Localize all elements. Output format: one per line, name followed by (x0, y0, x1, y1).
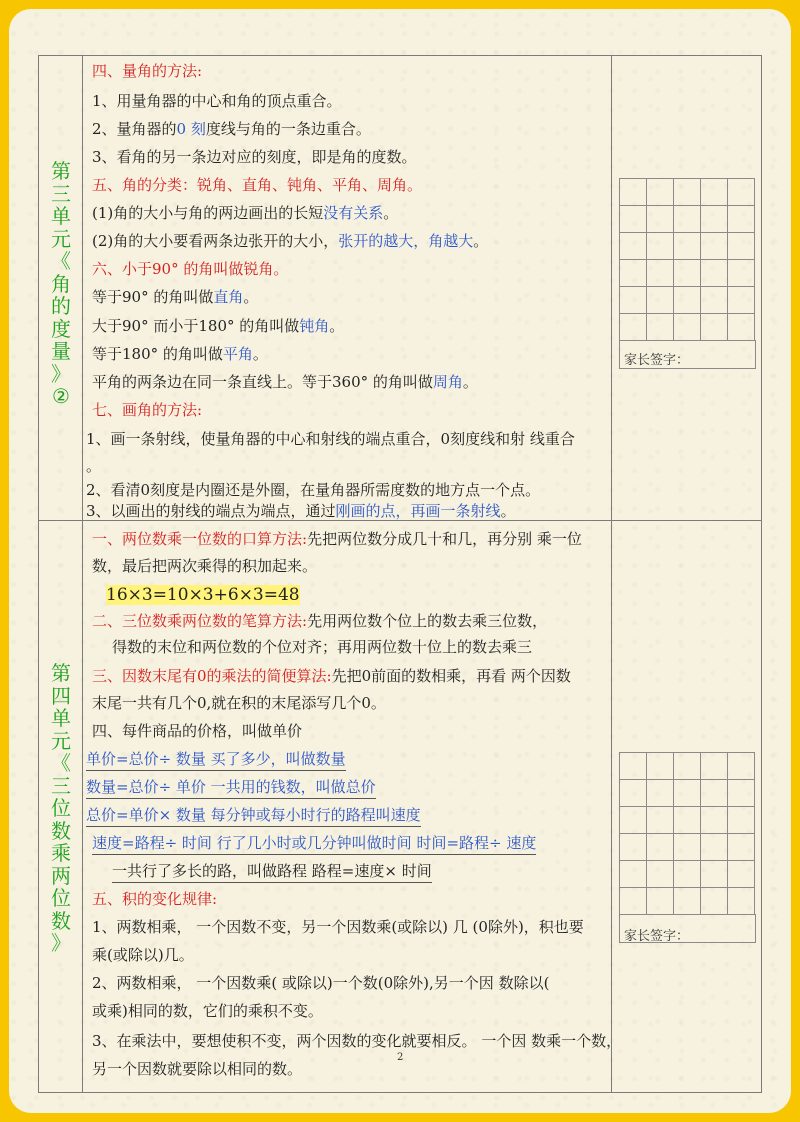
unit3-text: 。 (243, 288, 259, 306)
unit3-text: 1、画一条射线，使量角器的中心和射线的端点重合，0刻度线和射 线重合 (86, 430, 575, 448)
unit4-text: 一共行了多长的路，叫做路程 (112, 862, 307, 883)
unit3-text: (1)角的大小与角的两边画出的长短 (92, 204, 324, 222)
page-number: 2 (397, 1052, 404, 1063)
grid-line (619, 232, 754, 233)
unit4-text: 1、两数相乘， 一个因数不变，另一个因数乘(或除以) 几 (0除外)，积也要 (92, 918, 584, 936)
unit3-text: 。 (383, 204, 399, 222)
unit4-line (92, 944, 194, 965)
unit-title-char: 第 (51, 159, 71, 183)
unit3-line (86, 455, 101, 476)
grid-line (754, 752, 755, 914)
unit-title-char: 元 (51, 728, 71, 753)
unit3-text: (2)角的大小要看两条边张开的大小， (92, 232, 339, 250)
unit4-line (86, 804, 421, 825)
unit4-text: 时间=路程÷ 速度 (412, 834, 537, 855)
unit3-line (92, 118, 371, 139)
unit3-text: 。 (86, 457, 102, 475)
grid-line (619, 887, 754, 888)
unit3-text: 3、以画出的射线的端点为端点，通过 (86, 502, 336, 520)
unit-title-char: 元 (51, 226, 71, 251)
unit3-text: 0 刻 (176, 120, 206, 138)
unit4-line (92, 720, 302, 741)
unit3-text: 平角的两条边在同一条直线上。等于360° 的角叫做 (92, 373, 433, 391)
unit-title-char: 位 (51, 886, 71, 910)
unit3-text: 等于180° 的角叫做 (92, 345, 223, 363)
unit3-text: 平角 (222, 345, 253, 363)
unit4-text: 二、三位数乘两位数的笔算方法: (92, 612, 308, 630)
unit4-text: 一、两位数乘一位数的口算方法: (92, 530, 308, 548)
unit3-text: 七、画角的方法: (92, 401, 203, 419)
unit4-text: 四、每件商品的价格，叫做单价 (92, 722, 303, 740)
column-divider-left (82, 56, 83, 1092)
unit3-text: 等于90° 的角叫做 (92, 288, 214, 306)
grid-line (619, 806, 754, 807)
unit3-text: 四、量角的方法: (92, 62, 203, 80)
unit3-line (92, 60, 202, 81)
unit4-line (92, 610, 547, 631)
grid-line (619, 259, 754, 260)
grid-line (619, 313, 754, 314)
unit4-text: 路程=速度× 时间 (307, 862, 432, 883)
unit-title-char: 》 (51, 361, 71, 386)
unit-title-char: 的 (51, 294, 71, 318)
unit-title-char: 《 (51, 751, 71, 775)
unit4-line (92, 916, 584, 937)
unit4-line (92, 692, 386, 713)
grid-line (619, 860, 754, 861)
unit4-line (112, 860, 432, 881)
unit3-text: 。 (329, 317, 345, 335)
unit-title-char: 两 (51, 863, 71, 888)
unit4-text: 数量=总价÷ 单价 一共用的钱数，叫做总价 (86, 778, 376, 799)
grid-line (754, 178, 755, 340)
unit4-text: 先用两位数个位上的数去乘三位数， (307, 612, 548, 630)
unit-title-char: 量 (51, 339, 71, 363)
unit-title-char: ② (52, 384, 70, 408)
unit4-line (92, 528, 582, 549)
unit-title-char: 四 (51, 683, 71, 708)
unit3-line (92, 174, 422, 195)
unit-title-char: 第 (51, 661, 71, 685)
unit-title-char: 数 (51, 818, 71, 843)
unit3-line (86, 500, 516, 521)
unit3-text: 3、看角的另一条边对应的刻度，即是角的度数。 (92, 148, 417, 166)
unit4-text: 得数的末位和两位数的个位对齐；再用两位数十位上的数去乘三 (112, 638, 533, 656)
grid-line (619, 752, 754, 753)
unit4-line (92, 1030, 621, 1051)
unit3-line (92, 146, 417, 167)
unit-title-char: 角 (51, 271, 71, 296)
unit3-text: 直角 (213, 288, 244, 306)
grid-line (619, 833, 754, 834)
unit4-text: 乘(或除以)几。 (92, 946, 194, 964)
unit4-text: 末尾一共有几个0,就在积的末尾添写几个0。 (92, 694, 386, 712)
unit3-signature-grid[interactable] (619, 178, 754, 340)
unit3-text: 2、量角器的 (92, 120, 177, 138)
unit3-line (92, 286, 258, 307)
grid-line (619, 779, 754, 780)
unit3-text: 六、小于90° 的角叫做锐角。 (92, 260, 289, 278)
unit4-line (92, 832, 536, 853)
unit3-text: 。 (473, 232, 489, 250)
unit3-line (92, 315, 344, 336)
unit4-line (86, 776, 376, 797)
unit4-text: 先把两位数分成几十和几，再分别 乘一位 (307, 530, 582, 548)
unit3-title (43, 160, 79, 408)
unit4-text: 单价=总价÷ 数量 买了多少，叫做数量 (86, 750, 346, 771)
unit3-signature-label: 家长签字： (624, 353, 690, 368)
unit3-line (92, 202, 398, 223)
column-divider-right (611, 56, 612, 1092)
unit4-line (92, 972, 549, 993)
unit4-line (106, 585, 300, 605)
unit3-line (92, 258, 288, 279)
unit4-text: 数，最后把两次乘得的积加起来。 (92, 557, 318, 575)
grid-line (619, 205, 754, 206)
unit4-line (92, 555, 317, 576)
unit4-text: 3、在乘法中，要想使积不变，两个因数的变化就要相反。 一个因 数乘一个数， (92, 1032, 622, 1050)
unit-title-char: 《 (51, 249, 71, 273)
unit3-text: 1、用量角器的中心和角的顶点重合。 (92, 92, 342, 110)
grid-line (619, 286, 754, 287)
unit3-line (92, 371, 478, 392)
unit3-line (86, 428, 575, 449)
unit-title-char: 》 (51, 931, 71, 955)
unit3-text: 2、看清0刻度是内圈还是外圈，在量角器所需度数的地方点一个点。 (86, 481, 541, 499)
unit3-line (92, 399, 202, 420)
unit4-text: 三、因数末尾有0的乘法的简便算法: (92, 667, 332, 685)
unit3-text: 钝角 (299, 317, 330, 335)
unit4-line (112, 636, 532, 657)
unit3-text: 大于90° 而小于180° 的角叫做 (92, 317, 300, 335)
unit-title-char: 乘 (51, 841, 71, 865)
unit4-title (43, 662, 79, 955)
unit4-text: 总价=单价× 数量 每分钟或每小时行的路程叫速度 (86, 806, 421, 827)
unit4-signature-label: 家长签字： (624, 929, 690, 944)
unit4-text: 或乘)相同的数，它们的乘积不变。 (92, 1002, 323, 1020)
unit3-text: 。 (462, 373, 478, 391)
unit3-text: 周角 (432, 373, 463, 391)
unit3-text: 度线与角的一条边重合。 (205, 120, 371, 138)
unit-title-char: 度 (51, 316, 71, 341)
unit4-line (92, 1000, 323, 1021)
unit4-line (86, 748, 346, 769)
unit4-text: 16×3=10×3+6×3=48 (106, 585, 300, 605)
unit3-line (86, 479, 540, 500)
unit4-text: 五、积的变化规律: (92, 890, 218, 908)
unit4-line (92, 1058, 302, 1079)
unit4-text: 速度=路程÷ 时间 行了几小时或几分钟叫做时间 (92, 834, 412, 855)
unit4-text: 另一个因数就要除以相同的数。 (92, 1060, 303, 1078)
unit-title-char: 三 (51, 773, 71, 798)
unit3-line (92, 230, 488, 251)
unit-title-char: 数 (51, 908, 71, 933)
unit4-line (92, 665, 571, 686)
unit-title-char: 三 (51, 181, 71, 206)
unit3-text: 五、角的分类：锐角、直角、钝角、平角、周角。 (92, 176, 423, 194)
unit-title-char: 单 (51, 204, 71, 228)
unit4-signature-grid[interactable] (619, 752, 754, 914)
unit3-text: 。 (252, 345, 268, 363)
unit3-line (92, 90, 342, 111)
unit3-line (92, 343, 268, 364)
unit-title-char: 位 (51, 796, 71, 820)
unit4-text: 2、两数相乘， 一个因数乘( 或除以)一个数(0除外),另一个因 数除以( (92, 974, 550, 992)
unit3-text: 。 (500, 502, 516, 520)
unit3-text: 刚画的点，再画一条射线 (335, 502, 501, 520)
unit4-text: 先把0前面的数相乘，再看 两个因数 (331, 667, 571, 685)
unit3-text: 没有关系 (323, 204, 384, 222)
unit-title-char: 单 (51, 706, 71, 730)
unit3-text: 张开的越大，角越大 (338, 232, 474, 250)
unit4-line (92, 888, 217, 909)
grid-line (619, 178, 754, 179)
